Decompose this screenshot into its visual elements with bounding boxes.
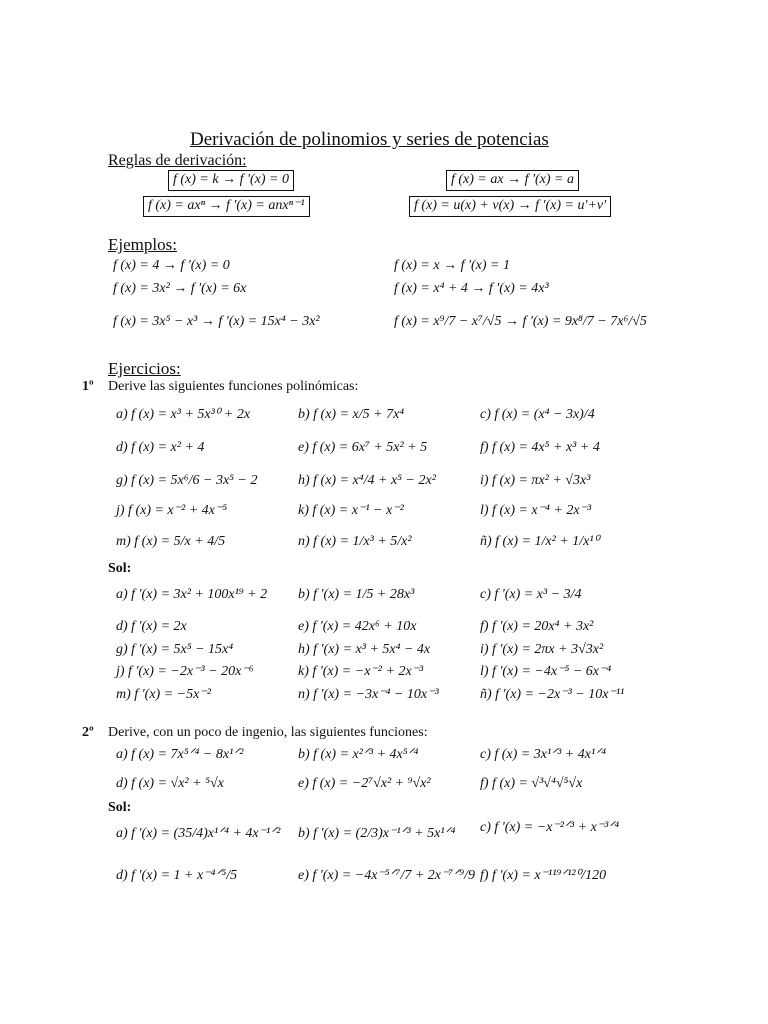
exercises-heading: Ejercicios: (108, 359, 181, 378)
example-item: f (x) = 3x⁵ − x³ → f '(x) = 15x⁴ − 3x² (113, 314, 320, 329)
exercise-1-item: a) f (x) = x³ + 5x³⁰ + 2x (116, 407, 251, 422)
exercise-1-item: j) f (x) = x⁻² + 4x⁻⁵ (116, 503, 228, 518)
exercise-1-item: e) f (x) = 6x⁷ + 5x² + 5 (298, 440, 428, 455)
exercise-1-item: c) f (x) = (x⁴ − 3x)/4 (480, 407, 595, 422)
rule-linear: f (x) = ax → f '(x) = a (446, 170, 579, 191)
exercise-2-item: a) f (x) = 7x⁵ᐟ⁴ − 8x¹ᐟ² (116, 747, 244, 762)
rule-power: f (x) = axⁿ → f '(x) = anxⁿ⁻¹ (143, 196, 310, 217)
exercise-1-item: d) f (x) = x² + 4 (116, 440, 205, 455)
exercise-2-item: b) f (x) = x²ᐟ³ + 4x⁵ᐟ⁴ (298, 747, 419, 762)
exercise-1-solution: d) f '(x) = 2x (116, 619, 187, 634)
example-item: f (x) = x⁴ + 4 → f '(x) = 4x³ (394, 281, 549, 296)
exercise-1-item: m) f (x) = 5/x + 4/5 (116, 534, 226, 549)
exercise-2-solution: b) f '(x) = (2/3)x⁻¹ᐟ³ + 5x¹ᐟ⁴ (298, 826, 456, 841)
exercise-1-solution: f) f '(x) = 20x⁴ + 3x² (480, 619, 594, 634)
example-item: f (x) = 3x² → f '(x) = 6x (113, 281, 247, 296)
rule-constant: f (x) = k → f '(x) = 0 (168, 170, 294, 191)
exercise-2-solution: e) f '(x) = −4x⁻⁵ᐟ⁷/7 + 2x⁻⁷ᐟ⁹/9 (298, 868, 475, 883)
exercise-1-solution: j) f '(x) = −2x⁻³ − 20x⁻⁶ (116, 664, 254, 679)
exercise-2-item: d) f (x) = √x² + ⁵√x (116, 776, 224, 791)
exercise-1-number: 1º (82, 379, 94, 394)
exercise-2-solution: f) f '(x) = x⁻¹¹⁹ᐟ¹²⁰/120 (480, 868, 607, 883)
exercise-1-solution: a) f '(x) = 3x² + 100x¹⁹ + 2 (116, 587, 268, 602)
exercise-2-sol-label: Sol: (108, 800, 132, 815)
exercise-1-solution: b) f '(x) = 1/5 + 28x³ (298, 587, 415, 602)
exercise-1-item: h) f (x) = x⁴/4 + x⁵ − 2x² (298, 473, 436, 488)
exercise-2-solution: d) f '(x) = 1 + x⁻⁴ᐟ⁵/5 (116, 868, 238, 883)
exercise-1-solution: e) f '(x) = 42x⁶ + 10x (298, 619, 417, 634)
exercise-2-solution: a) f '(x) = (35/4)x¹ᐟ⁴ + 4x⁻¹ᐟ² (116, 826, 281, 841)
exercise-2-number: 2º (82, 725, 94, 740)
exercise-1-item: ñ) f (x) = 1/x² + 1/x¹⁰ (480, 534, 600, 549)
exercise-2-item: c) f (x) = 3x¹ᐟ³ + 4x¹ᐟ⁴ (480, 747, 606, 762)
exercise-1-item: g) f (x) = 5x⁶/6 − 3x⁵ − 2 (116, 473, 258, 488)
example-item: f (x) = x⁹/7 − x⁷/√5 → f '(x) = 9x⁸/7 − 7x⁶/√5 (394, 314, 647, 329)
example-item: f (x) = x → f '(x) = 1 (394, 258, 510, 273)
exercise-1-prompt: Derive las siguientes funciones polinómicas: (108, 379, 359, 394)
exercise-2-solution: c) f '(x) = −x⁻²ᐟ³ + x⁻³ᐟ⁴ (480, 820, 620, 835)
exercise-1-solution: m) f '(x) = −5x⁻² (116, 687, 211, 702)
exercise-2-item: f) f (x) = √³√⁴√⁵√x (480, 776, 583, 791)
exercise-2-prompt: Derive, con un poco de ingenio, las siguientes funciones: (108, 725, 428, 740)
exercise-1-item: b) f (x) = x/5 + 7x⁴ (298, 407, 405, 422)
exercise-1-item: l) f (x) = x⁻⁴ + 2x⁻³ (480, 503, 592, 518)
exercise-1-solution: h) f '(x) = x³ + 5x⁴ − 4x (298, 642, 431, 657)
exercise-1-solution: n) f '(x) = −3x⁻⁴ − 10x⁻³ (298, 687, 439, 702)
exercise-1-solution: l) f '(x) = −4x⁻⁵ − 6x⁻⁴ (480, 664, 612, 679)
exercise-1-solution: c) f '(x) = x³ − 3/4 (480, 587, 582, 602)
examples-heading: Ejemplos: (108, 235, 177, 254)
exercise-1-sol-label: Sol: (108, 561, 132, 576)
exercise-1-item: i) f (x) = πx² + √3x³ (480, 473, 591, 488)
exercise-1-solution: i) f '(x) = 2πx + 3√3x² (480, 642, 604, 657)
exercise-1-item: n) f (x) = 1/x³ + 5/x² (298, 534, 412, 549)
page-title: Derivación de polinomios y series de potencias (190, 129, 549, 150)
exercise-2-item: e) f (x) = −2⁷√x² + ⁹√x² (298, 776, 431, 791)
exercise-1-item: f) f (x) = 4x⁵ + x³ + 4 (480, 440, 600, 455)
exercise-1-item: k) f (x) = x⁻¹ − x⁻² (298, 503, 404, 518)
exercise-1-solution: g) f '(x) = 5x⁵ − 15x⁴ (116, 642, 234, 657)
exercise-1-solution: ñ) f '(x) = −2x⁻³ − 10x⁻¹¹ (480, 687, 625, 702)
exercise-1-solution: k) f '(x) = −x⁻² + 2x⁻³ (298, 664, 424, 679)
example-item: f (x) = 4 → f '(x) = 0 (113, 258, 230, 273)
rules-heading: Reglas de derivación: (108, 152, 247, 169)
rule-sum: f (x) = u(x) + v(x) → f '(x) = u'+v' (409, 196, 611, 217)
